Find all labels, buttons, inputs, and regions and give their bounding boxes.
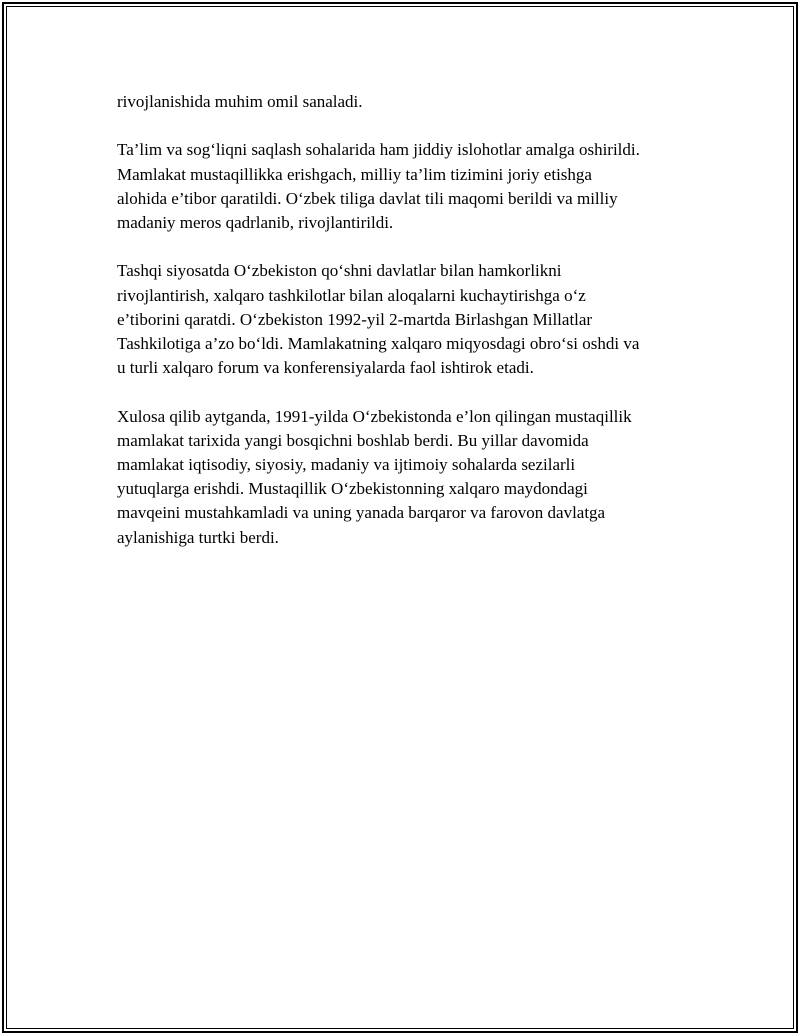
text-line: madaniy meros qadrlanib, rivojlantirildi. (117, 213, 394, 232)
text-line: Xulosa qilib aytganda, 1991-yilda O‘zbekistonda e’lon qilingan mustaqillik (117, 406, 632, 426)
text-line: mavqeini mustahkamladi va uning yanada barqaror va farovon davlatga (117, 503, 606, 523)
text-line: u turli xalqaro forum va konferensiyalarda faol ishtirok etadi. (117, 358, 534, 378)
text-line: Tashqi siyosatda O‘zbekiston qo‘shni davlatlar bilan hamkorlikni (117, 261, 562, 281)
text-line: mamlakat tarixida yangi bosqichni boshlab berdi. Bu yillar davomida (117, 430, 589, 450)
document-body (117, 90, 697, 574)
text-line: rivojlanishida muhim omil sanaladi. (117, 92, 363, 111)
text-line: Tashkilotiga a’zo bo‘ldi. Mamlakatning xalqaro miqyosdagi obro‘si oshdi va (117, 334, 640, 353)
text-line: rivojlantirish, xalqaro tashkilotlar bilan aloqalarni kuchaytirishga o‘z (117, 285, 586, 305)
text-line: yutuqlarga erishdi. Mustaqillik O‘zbekistonning xalqaro maydondagi (117, 479, 588, 499)
text-line: mamlakat iqtisodiy, siyosiy, madaniy va ijtimoiy sohalarda sezilarli (117, 455, 576, 474)
text-line: Ta’lim va sog‘liqni saqlash sohalarida ham jiddiy islohotlar amalga oshirildi. (117, 140, 640, 160)
text-line: alohida e’tibor qaratildi. O‘zbek tiliga davlat tili maqomi berildi va milliy (117, 188, 618, 208)
text-line: Mamlakat mustaqillikka erishgach, milliy ta’lim tizimini joriy etishga (117, 164, 592, 184)
paragraph (117, 90, 697, 114)
paragraph (117, 259, 697, 380)
paragraph (117, 405, 697, 550)
text-line: aylanishiga turtki berdi. (117, 527, 279, 547)
text-line: e’tiborini qaratdi. O‘zbekiston 1992-yil 2-martda Birlashgan Millatlar (117, 309, 593, 329)
paragraph (117, 138, 697, 235)
